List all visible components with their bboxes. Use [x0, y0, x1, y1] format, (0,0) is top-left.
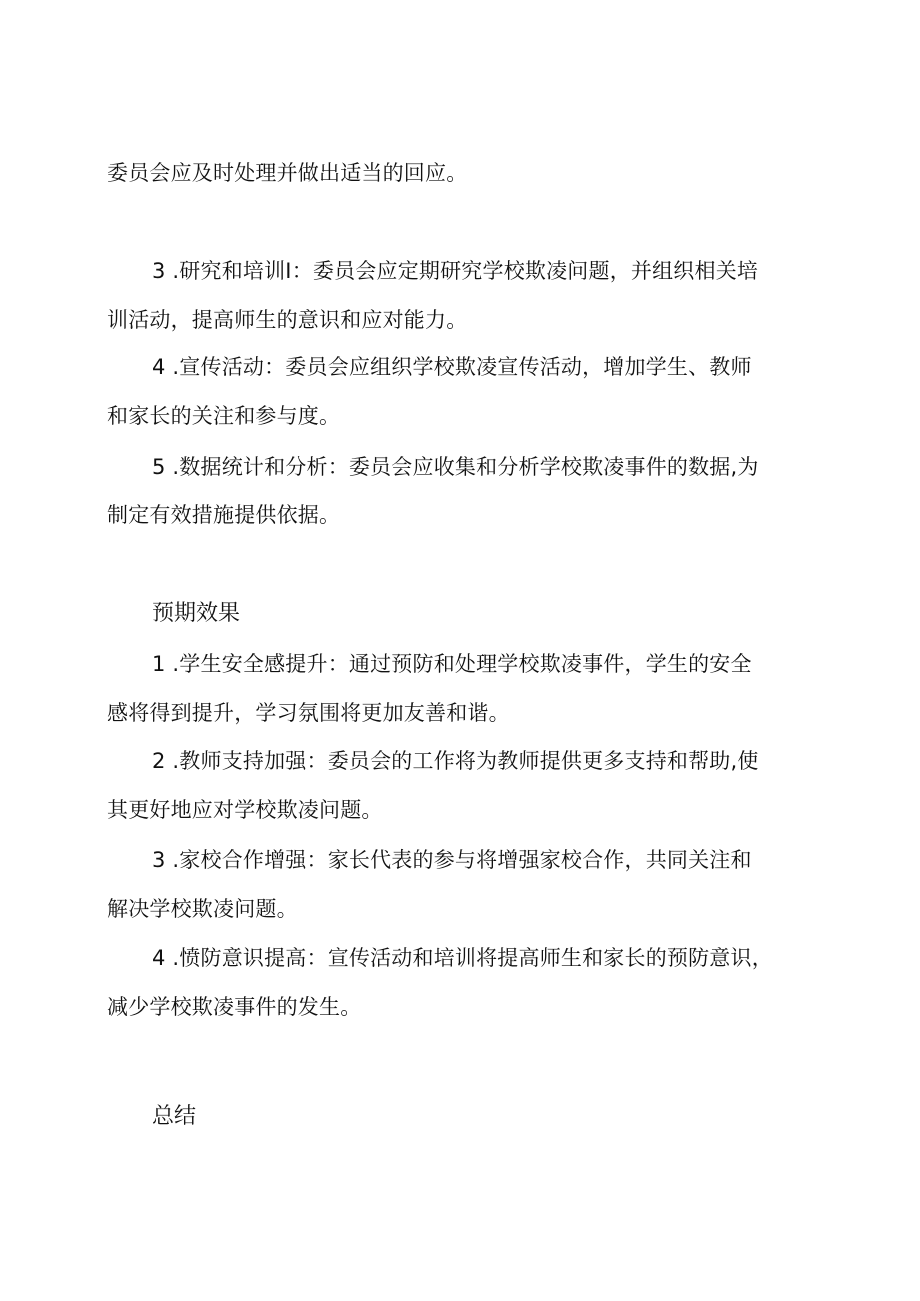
effect-item-3-line1: 3 .家校合作增强：家长代表的参与将增强家校合作，共同关注和 — [152, 848, 752, 872]
duty-item-5-line1: 5 .数据统计和分析：委员会应收集和分析学校欺凌事件的数据,为 — [152, 455, 759, 479]
paragraph-fragment: 委员会应及时处理并做出适当的回应。 — [107, 161, 468, 185]
section-heading-expected-effects: 预期效果 — [152, 600, 241, 625]
effect-item-2-line1: 2 .教师支持加强：委员会的工作将为教师提供更多支持和帮助,使 — [152, 749, 759, 773]
effect-item-1-line1: 1 .学生安全感提升：通过预防和处理学校欺凌事件，学生的安全 — [152, 652, 752, 676]
duty-item-5-line2: 制定有效措施提供依据。 — [107, 503, 341, 527]
duty-item-4-line1: 4 .宣传活动：委员会应组织学校欺凌宣传活动，增加学生、教师 — [152, 355, 752, 379]
effect-item-4-line2: 减少学校欺凌事件的发生。 — [107, 995, 362, 1019]
duty-item-3-line2: 训活动，提高师生的意识和应对能力。 — [107, 308, 468, 332]
duty-item-3-line1: 3 .研究和培训I：委员会应定期研究学校欺凌问题，并组织相关培 — [152, 259, 759, 283]
effect-item-3-line2: 解决学校欺凌问题。 — [107, 897, 298, 921]
effect-item-1-line2: 感将得到提升，学习氛围将更加友善和谐。 — [107, 701, 510, 725]
section-heading-summary: 总结 — [152, 1103, 197, 1128]
effect-item-2-line2: 其更好地应对学校欺凌问题。 — [107, 798, 383, 822]
effect-item-4-line1: 4 .愤防意识提高：宣传活动和培训将提高师生和家长的预防意识， — [152, 946, 773, 970]
duty-item-4-line2: 和家长的关注和参与度。 — [107, 404, 341, 428]
